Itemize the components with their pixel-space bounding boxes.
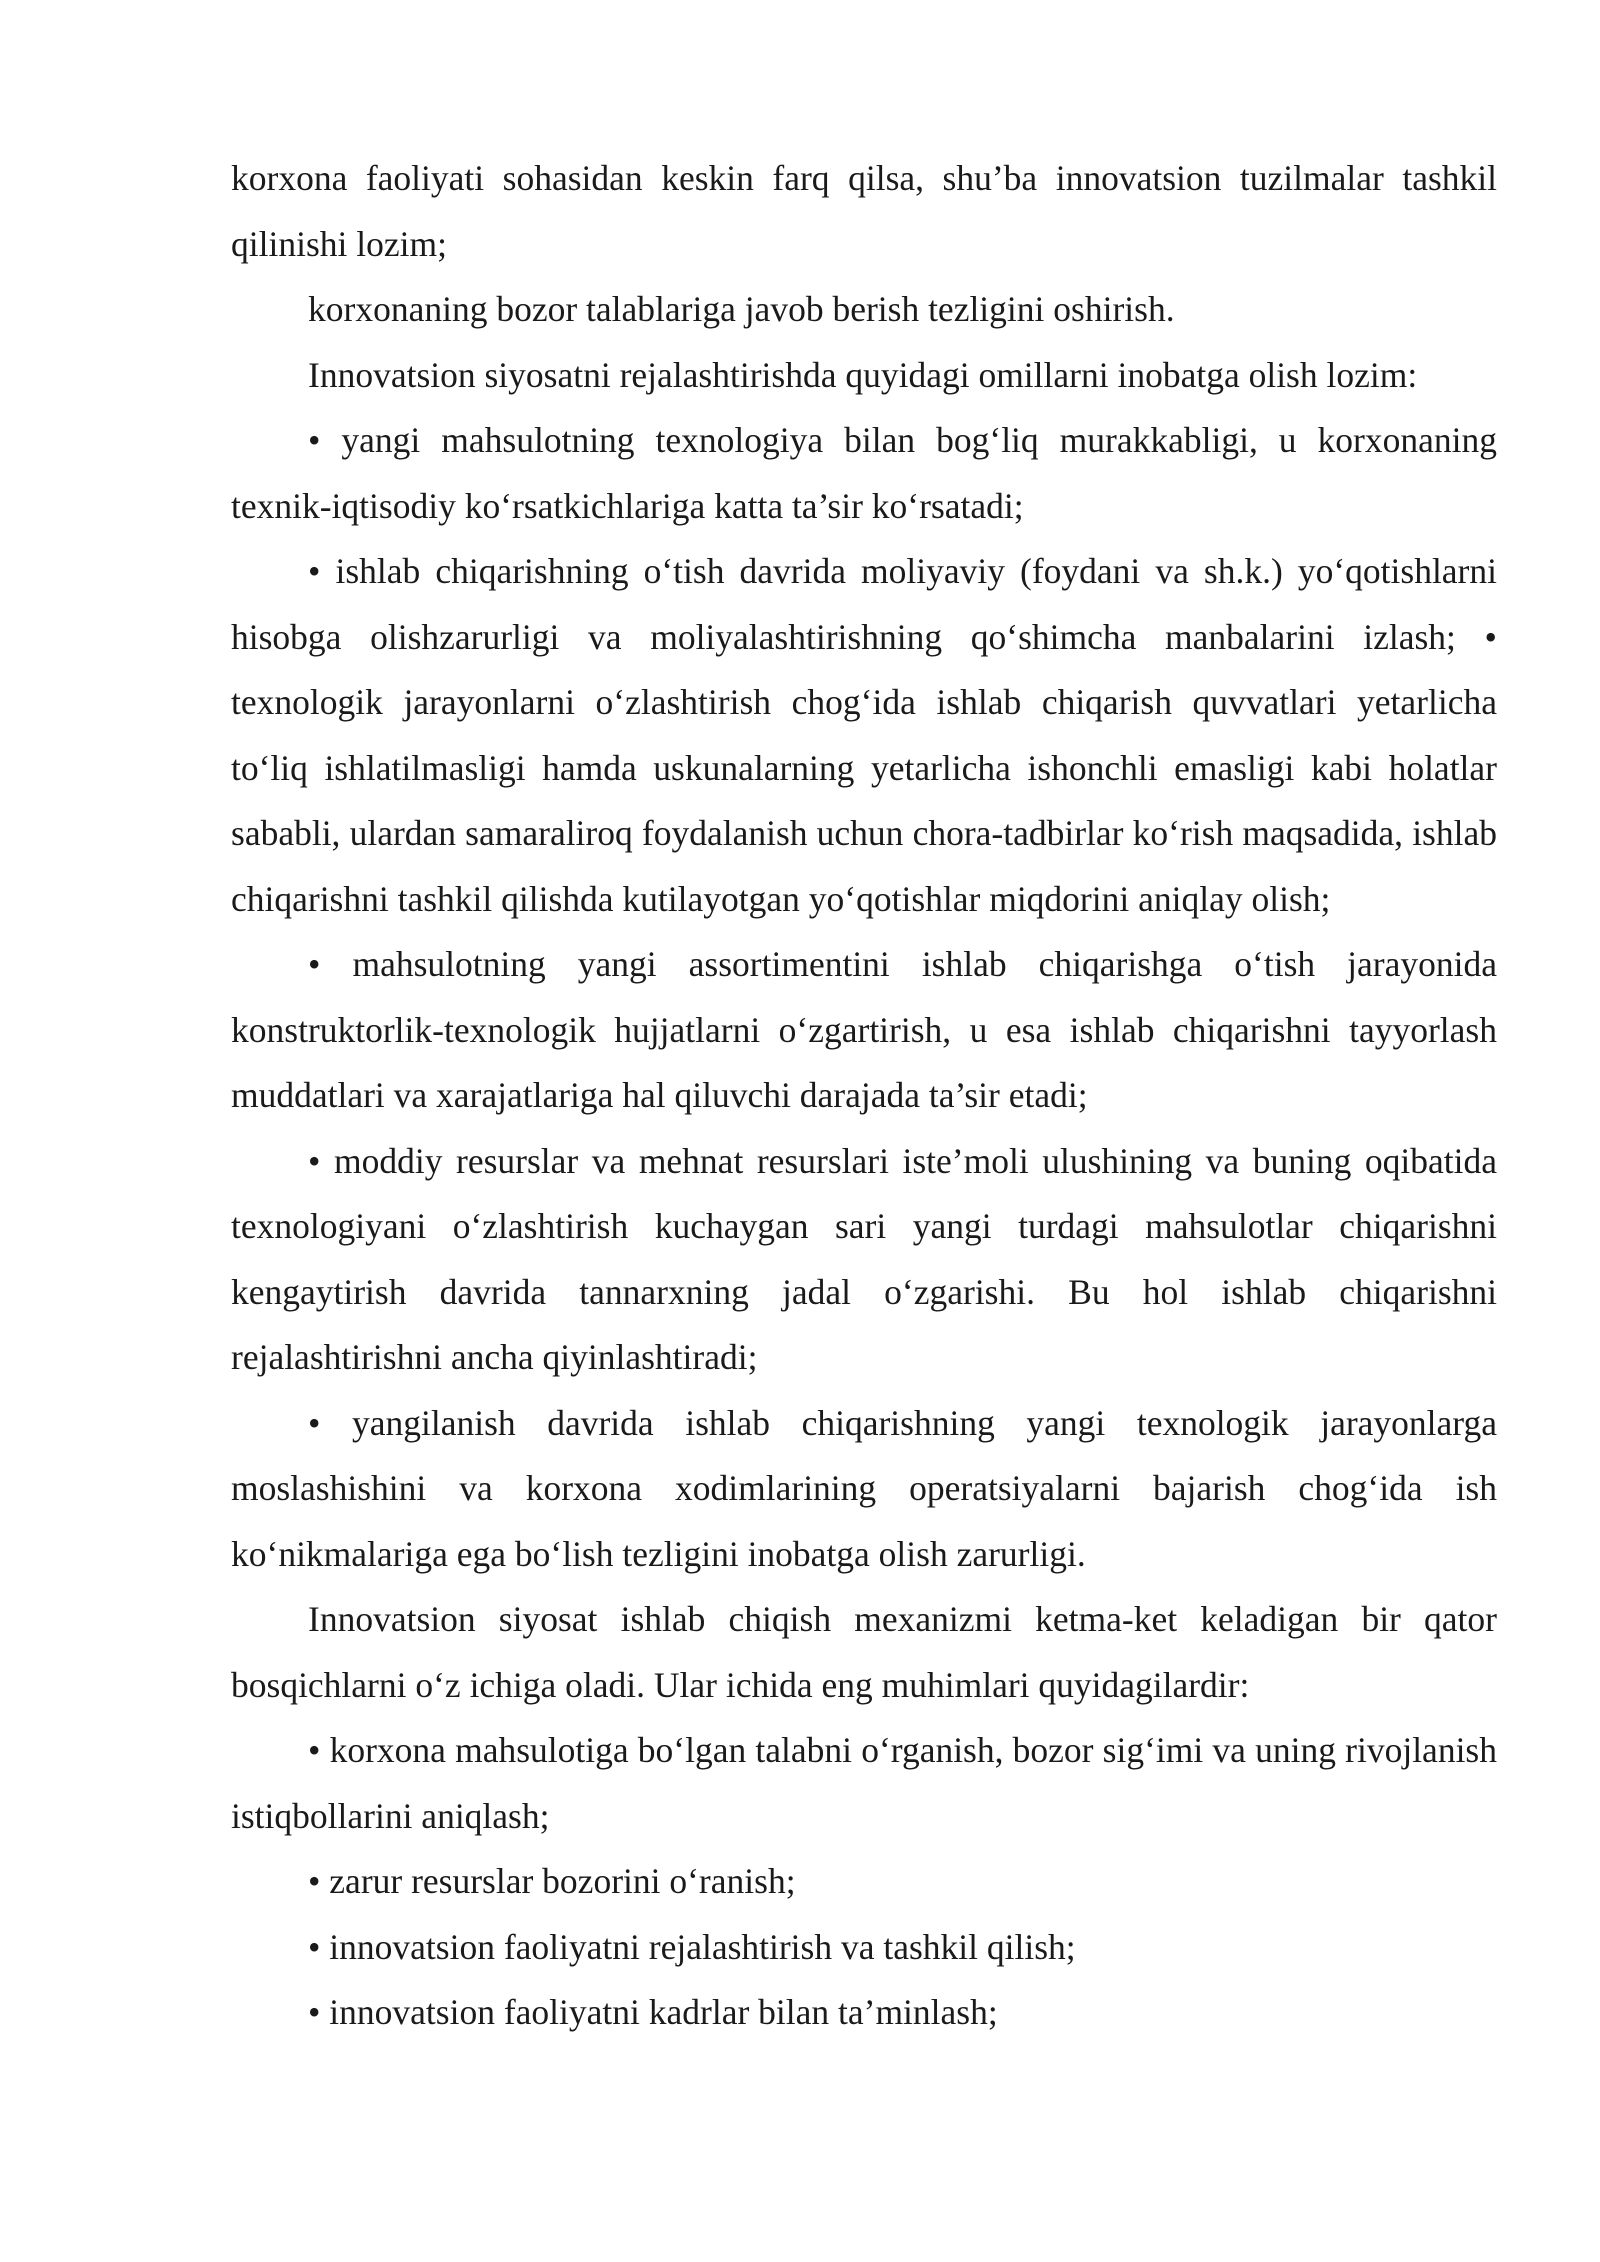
bullet-assortment-documentation: • mahsulotning yangi assortimentini ishlab chiqarishga o‘tish jarayonida konstruktorlik-texnologik hujjatlarni o‘zgartirish, u esa ishlab chiqarishni tayyorlash muddatlari va xarajatlariga hal qiluvchi darajada ta’sir etadi; [231, 944, 1497, 1115]
document-page [231, 146, 1497, 2046]
paragraph-continuation: korxona faoliyati sohasidan keskin farq qilsa, shu’ba innovatsion tuzilmalar tashkil qilinishi lozim; [231, 158, 1497, 264]
bullet-demand-study: • korxona mahsulotiga bo‘lgan talabni o‘rganish, bozor sig‘imi va uning rivojlanish istiqbollarini aniqlash; [231, 1730, 1497, 1836]
bullet-resource-consumption: • moddiy resurslar va mehnat resurslari iste’moli ulushining va buning oqibatida texnologiyani o‘zlashtirish kuchaygan sari yangi turdagi mahsulotlar chiqarishni kengaytirish davrida tannarxning jadal o‘zgarishi. Bu hol ishlab chiqarishni rejalashtirishni ancha qiyinlashtiradi; [231, 1140, 1497, 1377]
bullet-planning-organizing: • innovatsion faoliyatni rejalashtirish va tashkil qilish; [308, 1926, 1076, 1967]
paragraph-market-speed: korxonaning bozor talablariga javob berish tezligini oshirish. [308, 289, 1175, 329]
bullet-product-complexity: • yangi mahsulotning texnologiya bilan bog‘liq murakkabligi, u korxonaning texnik-iqtisodiy ko‘rsatkichlariga katta ta’sir ko‘rsatadi; [231, 420, 1497, 526]
paragraph-stages-intro: Innovatsion siyosat ishlab chiqish mexanizmi ketma-ket keladigan bir qator bosqichlarni o‘z ichiga oladi. Ular ichida eng muhimlari quyidagilardir: [231, 1599, 1497, 1705]
bullet-resource-market: • zarur resurslar bozorini o‘ranish; [308, 1861, 796, 1901]
bullet-transition-losses: • ishlab chiqarishning o‘tish davrida moliyaviy (foydani va sh.k.) yo‘qotishlarni hisobga olishzarurligi va moliyalashtirishning qo‘shimcha manbalarini izlash; • texnologik jarayonlarni o‘zlashtirish chog‘ida ishlab chiqarish quvvatlari yetarlicha to‘liq ishlatilmasligi hamda uskunalarning yetarlicha ishonchli emasligi kabi holatlar sababli, ulardan samaraliroq foydalanish uchun chora-tadbirlar ko‘rish maqsadida, ishlab chiqarishni tashkil qilishda kutilayotgan yo‘qotishlar miqdorini aniqlay olish; [231, 551, 1497, 919]
bullet-staffing: • innovatsion faoliyatni kadrlar bilan ta’minlash; [308, 1992, 998, 2032]
paragraph-factors-intro: Innovatsion siyosatni rejalashtirishda quyidagi omillarni inobatga olish lozim: [308, 354, 1418, 395]
bullet-adaptation-speed: • yangilanish davrida ishlab chiqarishning yangi texnologik jarayonlarga moslashishini va korxona xodimlarining operatsiyalarni bajarish chog‘ida ish ko‘nikmalariga ega bo‘lish tezligini inobatga olish zarurligi. [231, 1402, 1497, 1574]
